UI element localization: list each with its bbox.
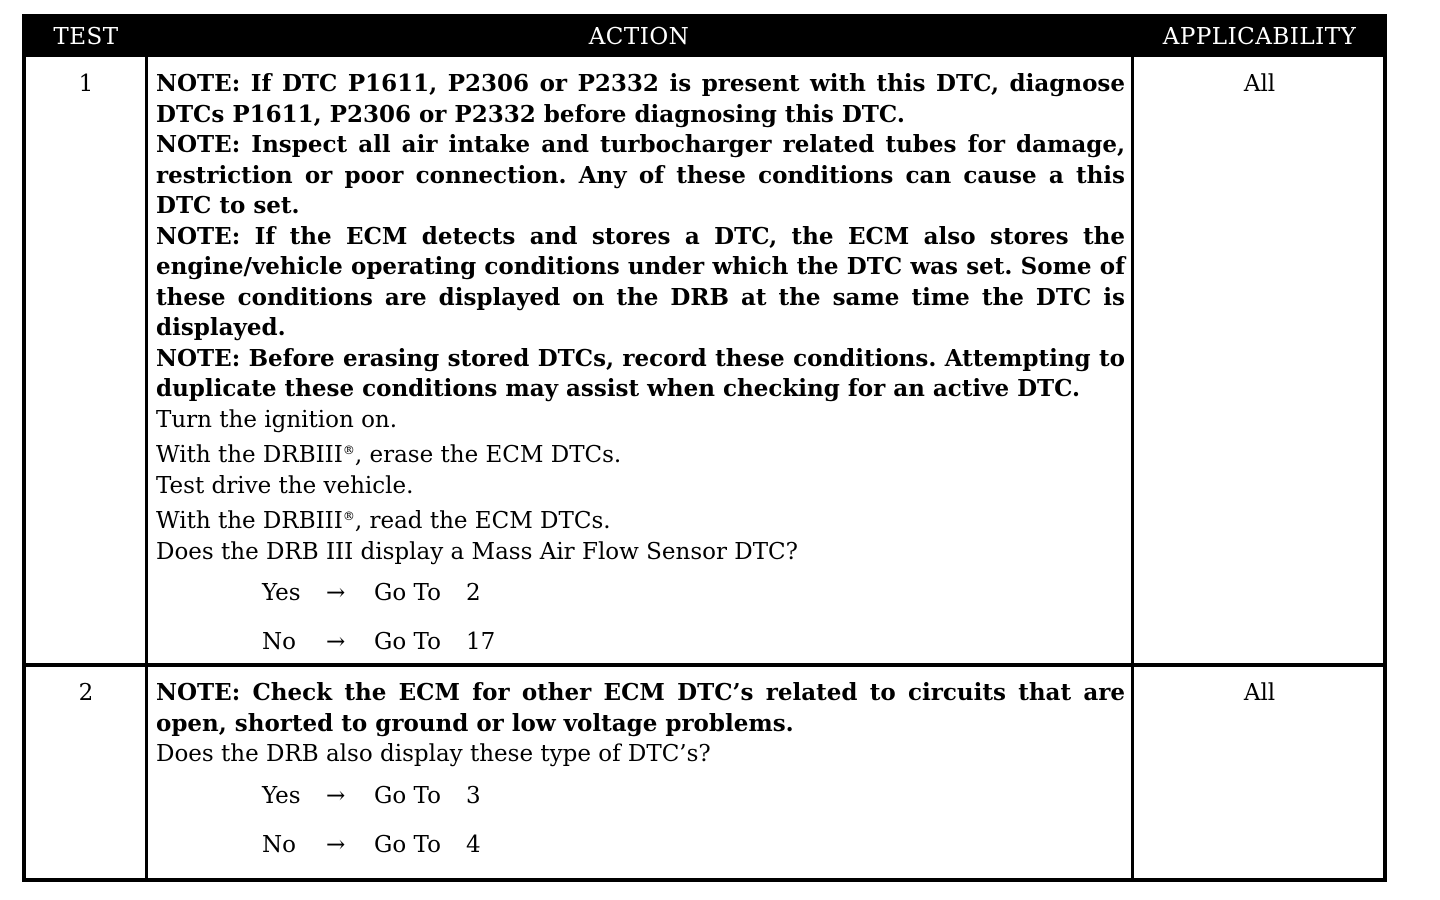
erase-text-after: , erase the ECM DTCs.	[354, 442, 622, 468]
row-1-step-read-dtcs	[156, 501, 1125, 537]
row-1-note-3: NOTE: If the ECM detects and stores a DTC, the ECM also stores the engine/vehicle operating conditions under which the DTC was set. Some of these conditions are displayed on the DRB at the same time the DTC is displayed.	[156, 222, 1125, 341]
goto-step-number: 3	[466, 782, 481, 809]
goto-step-number: 17	[466, 629, 496, 655]
goto-step-number: 2	[466, 580, 481, 606]
choice-answer: No	[262, 629, 296, 655]
right-arrow-icon: →	[326, 580, 346, 606]
header-test: TEST	[53, 24, 119, 50]
read-text-after: , read the ECM DTCs.	[354, 508, 611, 534]
row-2-choice-yes[interactable]	[156, 772, 1125, 821]
table-header	[26, 18, 1383, 57]
goto-label: Go To	[374, 629, 441, 655]
row-1-step-ignition: Turn the ignition on.	[156, 406, 398, 433]
column-divider-test	[145, 57, 148, 878]
choice-answer: No	[262, 831, 296, 858]
row-1-applicability: All	[1243, 71, 1276, 97]
column-divider-applicability	[1131, 57, 1134, 878]
right-arrow-icon: →	[326, 782, 346, 809]
row-2-applicability: All	[1243, 680, 1276, 706]
row-2-test-number: 2	[78, 680, 94, 706]
goto-label: Go To	[374, 831, 441, 858]
row-2-action	[156, 678, 1125, 870]
registered-mark: ®	[342, 509, 355, 523]
header-applicability: APPLICABILITY	[1162, 24, 1357, 50]
goto-label: Go To	[374, 782, 441, 809]
right-arrow-icon: →	[326, 629, 346, 655]
row-2-note-1: NOTE: Check the ECM for other ECM DTC’s related to circuits that are open, shorted to ground or low voltage problems.	[156, 679, 1125, 737]
row-1-note-2: NOTE: Inspect all air intake and turbocharger related tubes for damage, restriction or poor connection. Any of these conditions can cause a this DTC to set.	[156, 131, 1125, 219]
diagnostic-table	[22, 14, 1387, 882]
row-1-note-4: NOTE: Before erasing stored DTCs, record these conditions. Attempting to duplicate these conditions may assist when checking for an active DTC.	[156, 344, 1125, 402]
erase-text-before: With the DRBIII	[156, 442, 343, 468]
row-1-step-test-drive: Test drive the vehicle.	[156, 472, 414, 499]
choice-answer: Yes	[262, 580, 301, 606]
header-action: ACTION	[588, 24, 690, 50]
read-text-before: With the DRBIII	[156, 508, 343, 534]
row-1-test-number: 1	[78, 71, 94, 97]
row-2-question: Does the DRB also display these type of DTC’s?	[156, 741, 711, 767]
goto-label: Go To	[374, 580, 441, 606]
choice-answer: Yes	[262, 782, 301, 809]
row-2-choice-no[interactable]	[156, 821, 1125, 870]
row-1-action	[156, 69, 1125, 667]
row-1-note-1: NOTE: If DTC P1611, P2306 or P2332 is present with this DTC, diagnose DTCs P1611, P2306 or P2332 before diagnosing this DTC.	[156, 70, 1125, 128]
registered-mark: ®	[342, 443, 355, 457]
row-1-step-erase-dtcs	[156, 435, 1125, 471]
right-arrow-icon: →	[326, 831, 346, 858]
row-1-choice-yes[interactable]	[156, 569, 1125, 618]
row-1-choice-no[interactable]	[156, 618, 1125, 667]
row-1-question: Does the DRB III display a Mass Air Flow Sensor DTC?	[156, 538, 798, 565]
goto-step-number: 4	[466, 831, 481, 858]
